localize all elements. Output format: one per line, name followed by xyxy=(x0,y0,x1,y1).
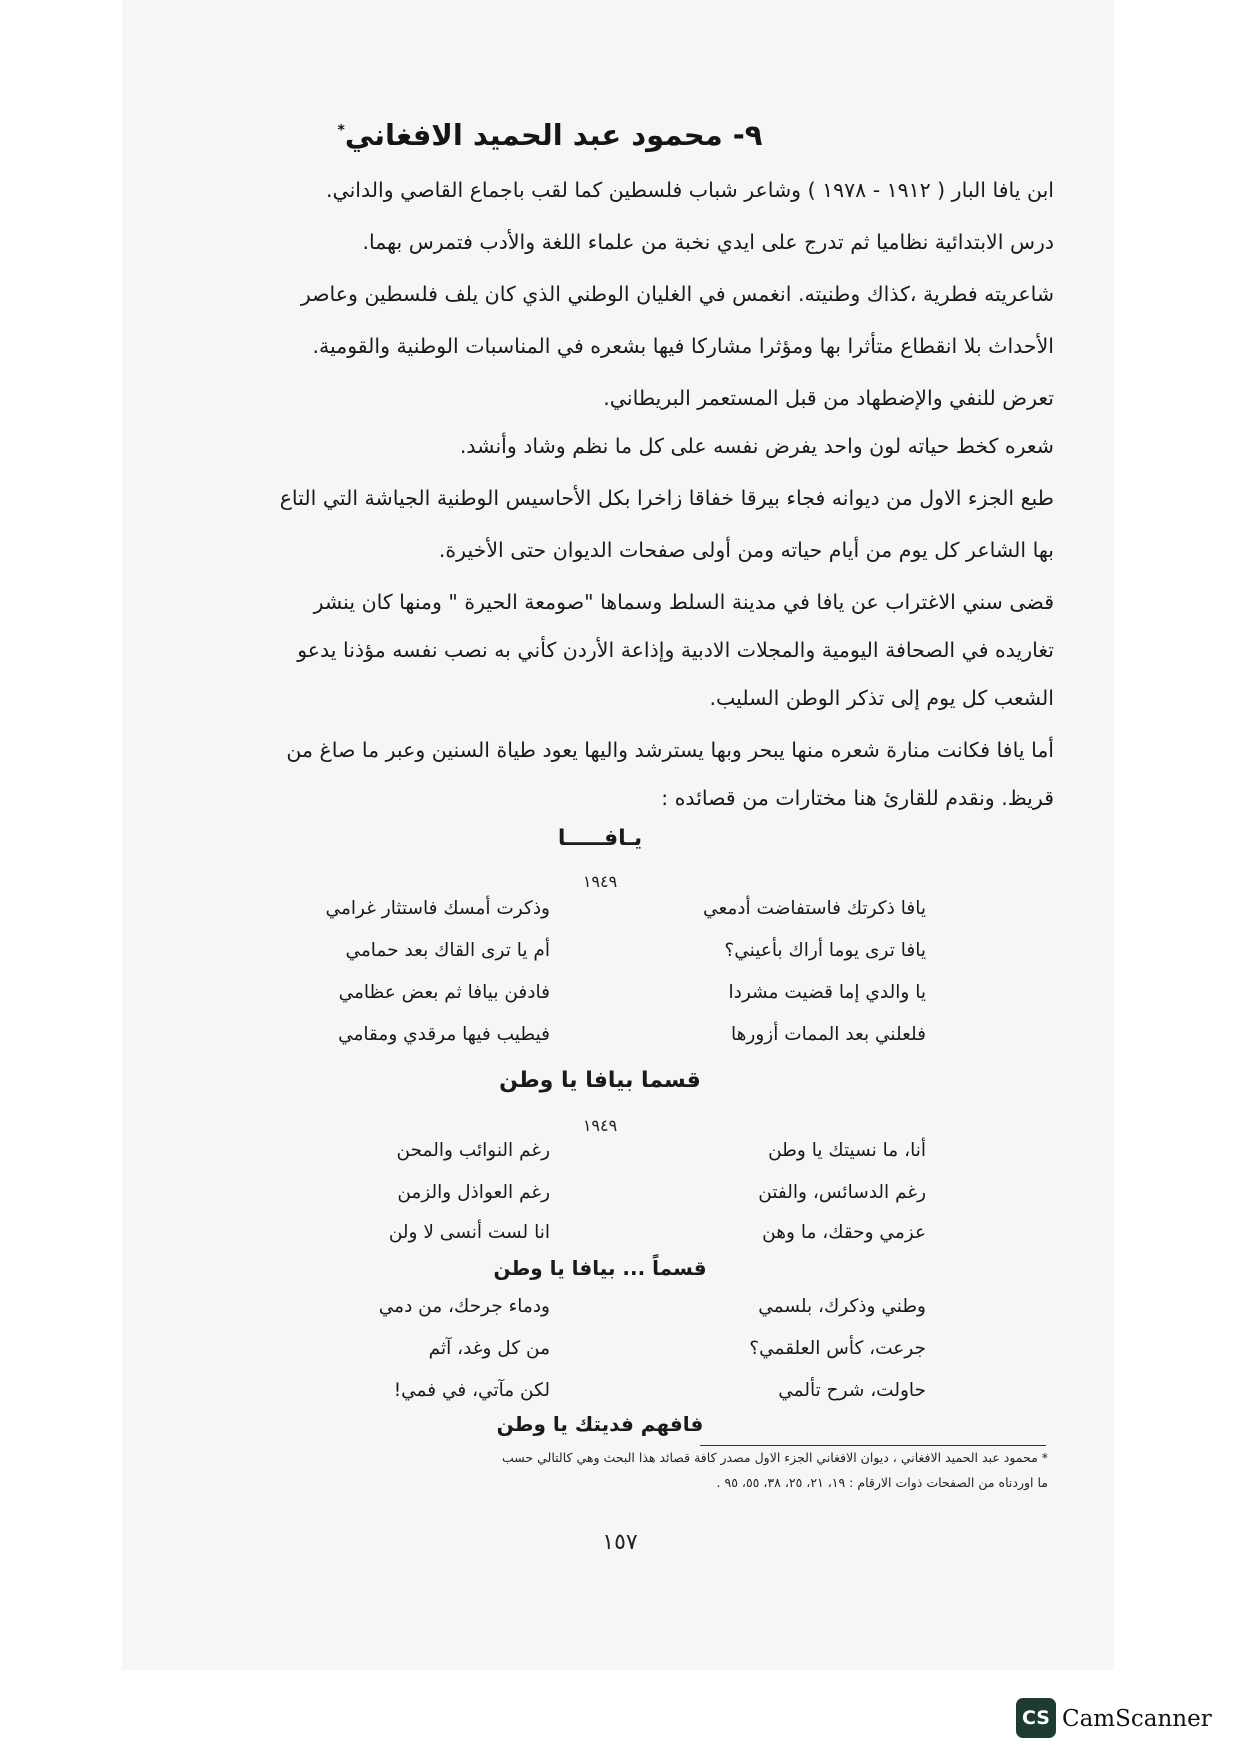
verse-left: رغم العواذل والزمن xyxy=(397,1182,550,1203)
verse-left: أم يا ترى القاك بعد حمامي xyxy=(345,940,550,961)
paragraph-line: الشعب كل يوم إلى تذكر الوطن السليب. xyxy=(709,686,1054,710)
verse-right: رغم الدسائس، والفتن xyxy=(758,1182,926,1203)
page-title xyxy=(290,118,810,152)
title-text: ٩- محمود عبد الحميد الافغاني xyxy=(344,118,763,152)
verse-left: من كل وغد، آثم xyxy=(428,1338,550,1359)
poem-year: ١٩٤٩ xyxy=(582,1116,618,1135)
verse-left: انا لست أنسى لا ولن xyxy=(388,1222,550,1243)
verse-left: لكن مآتي، في فمي! xyxy=(393,1380,550,1401)
paragraph-line: بها الشاعر كل يوم من أيام حياته ومن أولى صفحات الديوان حتى الأخيرة. xyxy=(438,538,1054,562)
poem-year: ١٩٤٩ xyxy=(582,872,618,891)
footnote-line: * محمود عبد الحميد الافغاني ، ديوان الافغاني الجزء الاول مصدر كافة قصائد هذا البحث وهي كالتالي حسب xyxy=(501,1450,1048,1465)
closing-line: فافهم فديتك يا وطن xyxy=(496,1412,704,1436)
paragraph-line: تعرض للنفي والإضطهاد من قبل المستعمر البريطاني. xyxy=(603,386,1054,410)
footnote-divider xyxy=(700,1445,1046,1446)
paragraph-line: درس الابتدائية نظاميا ثم تدرج على ايدي نخبة من علماء اللغة والأدب فتمرس بهما. xyxy=(362,230,1054,254)
verse-right: يافا ترى يوما أراك بأعيني؟ xyxy=(724,940,926,961)
verse-right: جرعت، كأس العلقمي؟ xyxy=(749,1338,926,1359)
refrain: قسماً ... بيافا يا وطن xyxy=(493,1256,707,1280)
paragraph-line: ابن يافا البار ( ١٩١٢ - ١٩٧٨ ) وشاعر شباب فلسطين كما لقب باجماع القاصي والداني. xyxy=(326,178,1054,202)
footnote-mark: * xyxy=(337,122,345,139)
verse-right: أنا، ما نسيتك يا وطن xyxy=(768,1140,926,1161)
paragraph-line: قريظ. ونقدم للقارئ هنا مختارات من قصائده : xyxy=(661,786,1054,810)
verse-left: فادفن بيافا ثم بعض عظامي xyxy=(338,982,550,1003)
paragraph-line: أما يافا فكانت منارة شعره منها يبحر وبها يسترشد واليها يعود طياة السنين وعبر ما صاغ من xyxy=(286,738,1054,762)
poem-title: يـافـــــا xyxy=(557,826,643,851)
verse-right: وطني وذكرك، بلسمي xyxy=(758,1296,926,1317)
verse-left: فيطيب فيها مرقدي ومقامي xyxy=(338,1024,550,1045)
verse-right: عزمي وحقك، ما وهن xyxy=(762,1222,926,1243)
verse-right: يافا ذكرتك فاستفاضت أدمعي xyxy=(703,898,926,919)
paragraph-line: قضى سني الاغتراب عن يافا في مدينة السلط وسماها "صومعة الحيرة " ومنها كان ينشر xyxy=(313,590,1054,614)
paragraph-line: طبع الجزء الاول من ديوانه فجاء بيرقا خفاقا زاخرا بكل الأحاسيس الوطنية الجياشة التي التاع xyxy=(279,486,1054,510)
verse-right: يا والدي إما قضيت مشردا xyxy=(728,982,926,1003)
poem-title: قسما بيافا يا وطن xyxy=(499,1068,701,1093)
verse-right: فلعلني بعد الممات أزورها xyxy=(731,1024,926,1045)
verse-left: ودماء جرحك، من دمي xyxy=(378,1296,550,1317)
verse-right: حاولت، شرح تألمي xyxy=(778,1380,926,1401)
footnote-line: ما اوردناه من الصفحات ذوات الارقام : ١٩، ٢١، ٢٥، ٣٨، ٥٥، ٩٥ . xyxy=(716,1475,1048,1490)
paragraph-line: شعره كخط حياته لون واحد يفرض نفسه على كل ما نظم وشاد وأنشد. xyxy=(459,434,1054,458)
page-number: ١٥٧ xyxy=(602,1530,638,1555)
camscanner-logo: CS xyxy=(1016,1698,1056,1738)
verse-left: رغم النوائب والمحن xyxy=(396,1140,550,1161)
paragraph-line: الأحداث بلا انقطاع متأثرا بها ومؤثرا مشاركا فيها بشعره في المناسبات الوطنية والقومية. xyxy=(312,334,1054,358)
paragraph-line: شاعريته فطرية ،كذاك وطنيته. انغمس في الغليان الوطني الذي كان يلف فلسطين وعاصر xyxy=(300,282,1054,306)
verse-left: وذكرت أمسك فاستثار غرامي xyxy=(325,898,550,919)
paragraph-line: تغاريده في الصحافة اليومية والمجلات الادبية وإذاعة الأردن كأني به نصب نفسه مؤذنا يدعو xyxy=(297,638,1054,662)
camscanner-watermark: CamScanner xyxy=(1062,1706,1212,1732)
